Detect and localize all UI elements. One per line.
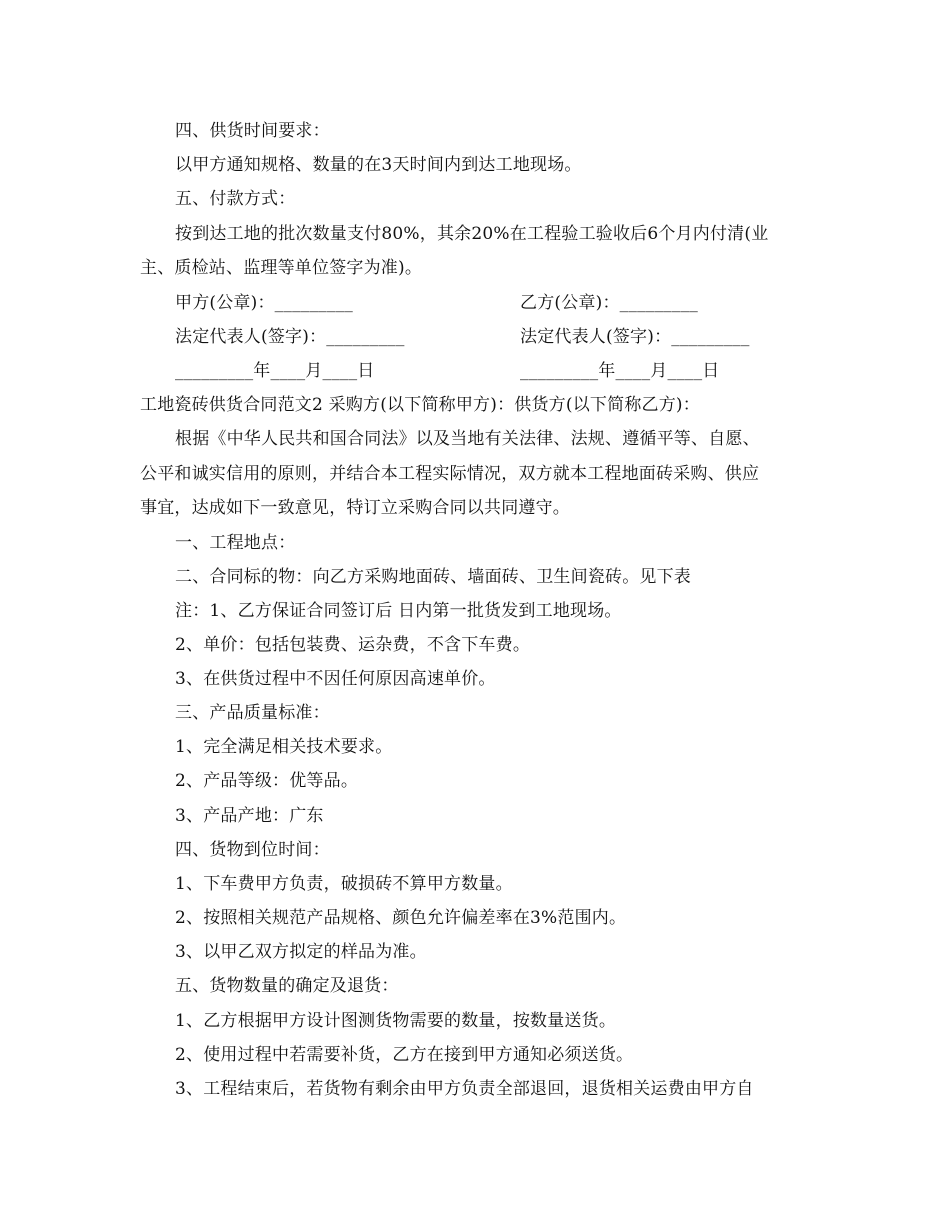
party-a-representative-field: 法定代表人(签字)：_________	[175, 327, 405, 347]
list-item: 2、使用过程中若需要补货，乙方在接到甲方通知必须送货。	[175, 1045, 634, 1065]
paragraph-line: 事宜，达成如下一致意见，特订立采购合同以共同遵守。	[140, 498, 570, 518]
list-item: 3、在供货过程中不因任何原因高速单价。	[175, 669, 496, 689]
paragraph-line: 以甲方通知规格、数量的在3天时间内到达工地现场。	[175, 155, 582, 175]
list-item: 3、工程结束后，若货物有剩余由甲方负责全部退回，退货相关运费由甲方自	[175, 1079, 754, 1099]
party-b-representative-field: 法定代表人(签字)：_________	[520, 327, 750, 347]
party-b-seal-field: 乙方(公章)：_________	[520, 293, 698, 313]
section-heading: 五、付款方式：	[175, 189, 296, 209]
contract-title-line: 工地瓷砖供货合同范文2 采购方(以下简称甲方)：供货方(以下简称乙方)：	[140, 395, 700, 415]
paragraph-line: 公平和诚实信用的原则，并结合本工程实际情况，双方就本工程地面砖采购、供应	[140, 464, 760, 484]
list-item: 3、产品产地：广东	[175, 806, 324, 826]
list-item: 2、单价：包括包装费、运杂费，不含下车费。	[175, 635, 531, 655]
section-heading: 一、工程地点：	[175, 533, 296, 553]
section-heading: 三、产品质量标准：	[175, 703, 330, 723]
list-item: 1、完全满足相关技术要求。	[175, 737, 393, 757]
party-a-date-field: _________年____月____日	[175, 361, 375, 381]
section-heading: 四、供货时间要求：	[175, 121, 330, 141]
paragraph-line: 按到达工地的批次数量支付80%，其余20%在工程验工验收后6个月内付清(业	[175, 224, 769, 244]
section-heading: 五、货物数量的确定及退货：	[175, 976, 399, 996]
list-item: 2、按照相关规范产品规格、颜色允许偏差率在3%范围内。	[175, 908, 627, 928]
section-heading: 四、货物到位时间：	[175, 840, 330, 860]
list-item: 2、产品等级：优等品。	[175, 771, 359, 791]
party-a-seal-field: 甲方(公章)：_________	[175, 293, 353, 313]
paragraph-line: 根据《中华人民共和国合同法》以及当地有关法律、法规、遵循平等、自愿、	[175, 429, 760, 449]
list-item: 1、乙方根据甲方设计图测货物需要的数量，按数量送货。	[175, 1011, 617, 1031]
section-heading: 二、合同标的物：向乙方采购地面砖、墙面砖、卫生间瓷砖。见下表	[175, 567, 691, 587]
list-item: 3、以甲乙双方拟定的样品为准。	[175, 942, 427, 962]
party-b-date-field: _________年____月____日	[520, 361, 720, 381]
list-item: 注：1、乙方保证合同签订后 日内第一批货发到工地现场。	[175, 601, 622, 621]
list-item: 1、下车费甲方负责，破损砖不算甲方数量。	[175, 874, 513, 894]
paragraph-line: 主、质检站、监理等单位签字为准)。	[140, 258, 423, 278]
